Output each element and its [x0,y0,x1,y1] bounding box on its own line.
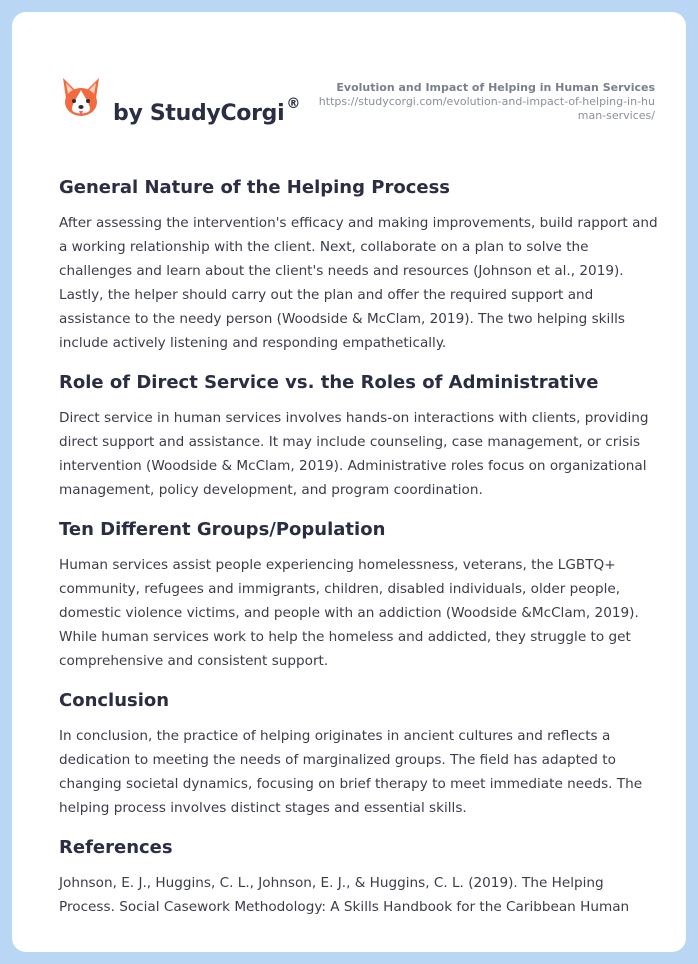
section-paragraph: In conclusion, the practice of helping originates in ancient cultures and reflects a dedication to meeting the needs of marginalized groups. The field has adapted to changing societal dynamics, focusing on brief therapy to meet immediate needs. The helping process involves distinct stages and essential skills. [59,728,643,816]
section-references [59,836,659,919]
section-conclusion [59,689,659,820]
section-heading: Conclusion [59,690,170,711]
section-heading: Ten Different Groups/Population [59,519,386,540]
registered-mark: ® [286,96,301,112]
section-heading: Role of Direct Service vs. the Roles of Administrative [59,372,599,393]
reference-entry: Johnson, E. J., Huggins, C. L., Johnson, E. J., & Huggins, C. L. (2019). The Helping Process. Social Casework Methodology: A Skills Handbook for the Caribbean Human [59,875,630,915]
section-paragraph: After assessing the intervention's efficacy and making improvements, build rapport and a working relationship with the client. Next, collaborate on a plan to solve the challenges and learn about the client's needs and resources (Johnson et al., 2019). Lastly, the helper should carry out the plan and offer the required support and assistance to the needy person (Woodside & McClam, 2019). The two helping skills include actively listening and responding empathetically. [59,215,658,351]
section-heading: General Nature of the Helping Process [59,177,451,198]
corgi-logo-icon[interactable] [60,76,102,120]
section-paragraph: Human services assist people experiencing homelessness, veterans, the LGBTQ+ community, refugees and immigrants, children, disabled individuals, older people, domestic violence victims, and people with an addiction (Woodside &McClam, 2019). While human services work to help the homeless and addicted, they struggle to get comprehensive and consistent support. [59,557,639,669]
section-groups-population [59,518,659,673]
document-meta [315,80,655,123]
document-url[interactable]: https://studycorgi.com/evolution-and-impact-of-helping-in-human-services/ [318,95,655,122]
document-page [12,12,686,952]
page-header [12,12,686,162]
document-title: Evolution and Impact of Helping in Human Services [336,81,655,94]
brand-name[interactable]: by StudyCorgi ® [113,96,301,126]
section-heading: References [59,837,173,858]
section-direct-service [59,371,659,502]
section-paragraph: Direct service in human services involves hands-on interactions with clients, providing direct support and assistance. It may include counseling, case management, or crisis intervention (Woodside & McClam, 2019). Administrative roles focus on organizational management, policy development, and program coordination. [59,410,649,498]
article-content [59,176,659,935]
section-helping-process [59,176,659,355]
